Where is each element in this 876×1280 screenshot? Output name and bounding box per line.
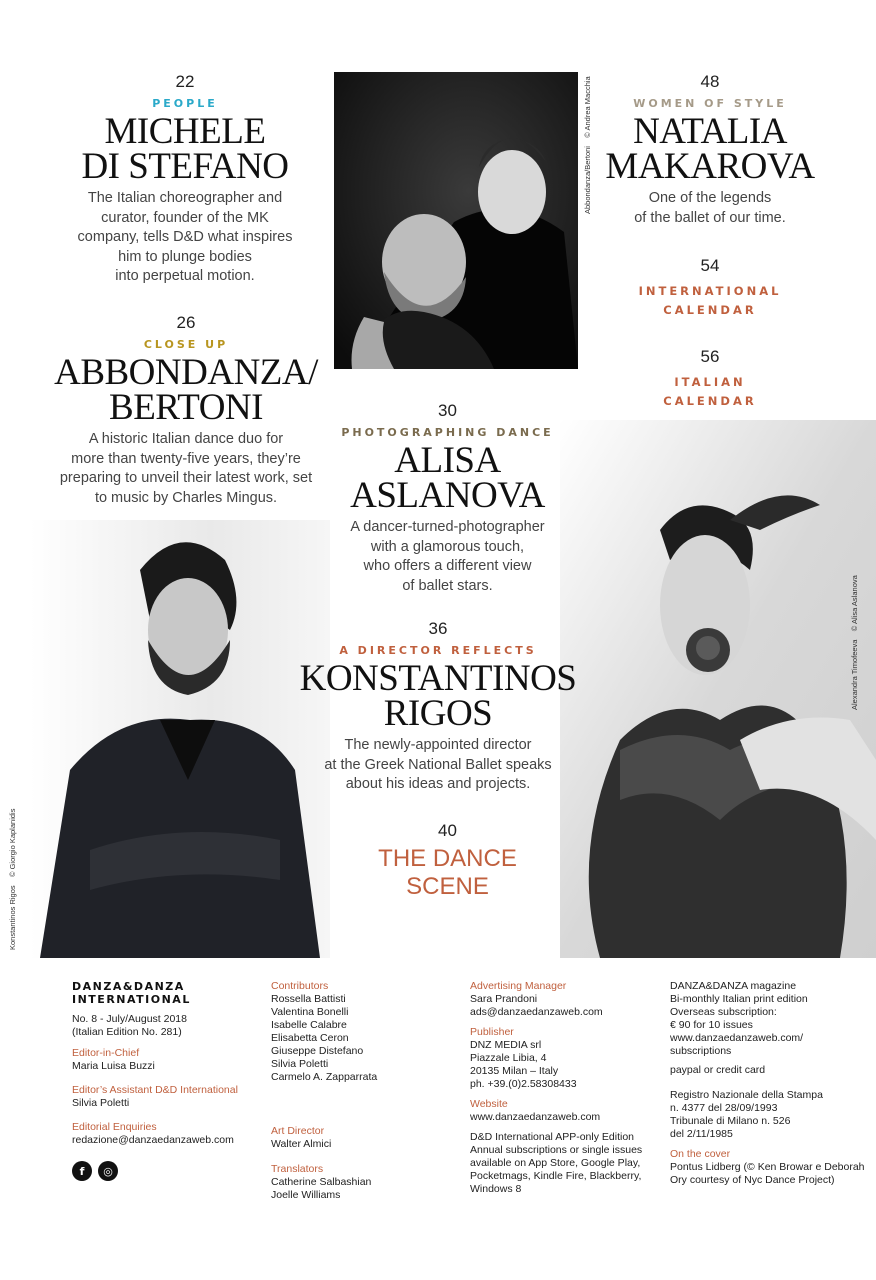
page-number: 30 xyxy=(438,401,457,420)
article-description: A historic Italian dance duo for more than twenty-five years, they’re preparing to unveil their latest work, set to music by Charles Mingus. xyxy=(59,431,313,506)
enquiries-email[interactable]: redazione@danzaedanzaweb.com xyxy=(72,1134,234,1146)
article-title: NATALIA MAKAROVA xyxy=(605,111,815,187)
article-dance-scene[interactable] xyxy=(330,821,565,901)
photo-credit-abbondanza-bertoni: Abbondanza/Bertoni © Andrea Macchia xyxy=(583,76,592,214)
article-director-reflects[interactable] xyxy=(298,619,578,795)
payment-info: paypal or credit card xyxy=(670,1064,766,1076)
page-number: 54 xyxy=(700,256,720,275)
article-photographing-dance[interactable] xyxy=(320,401,575,596)
article-women-of-style[interactable] xyxy=(590,72,830,228)
masthead-column-3 xyxy=(470,980,660,1196)
app-edition-info: D&D International APP-only Edition Annual subscriptions or single issues available on App Store, Google Play, Pocketmags, Kindle Fire, Blackberry, Windows 8 xyxy=(470,1131,643,1195)
art-director-label: Art Director xyxy=(271,1125,325,1137)
contributors-list: Rossella Battisti Valentina Bonelli Isabelle Calabre Elisabetta Ceron Giuseppe Distefano Silvia Poletti Carmelo A. Zapparrata xyxy=(271,993,378,1083)
masthead-column-4 xyxy=(670,980,870,1187)
article-title: ALISA ASLANOVA xyxy=(350,440,545,516)
abbondanza-bertoni-photo xyxy=(334,72,578,369)
contributors-label: Contributors xyxy=(271,980,329,992)
kicker: A DIRECTOR REFLECTS xyxy=(339,644,537,657)
publisher-label: Publisher xyxy=(470,1026,514,1038)
brand-logo: DANZA&DANZA INTERNATIONAL xyxy=(72,980,191,1006)
assistant-name: Silvia Poletti xyxy=(72,1097,130,1109)
page-number: 36 xyxy=(428,619,448,638)
article-closeup[interactable] xyxy=(36,313,336,508)
article-description: A dancer-turned-photographer with a glamorous touch, who offers a different view of ballet stars. xyxy=(350,519,545,594)
enquiries-label: Editorial Enquiries xyxy=(72,1121,157,1133)
article-title: MICHELE DI STEFANO xyxy=(81,111,289,187)
alisa-aslanova-photo xyxy=(560,420,876,958)
page-number: 48 xyxy=(700,72,720,91)
page-number: 56 xyxy=(700,347,720,366)
kicker: WOMEN OF STYLE xyxy=(633,97,787,110)
masthead-column-1 xyxy=(72,980,257,1181)
eic-name: Maria Luisa Buzzi xyxy=(72,1060,155,1072)
registration-info: Registro Nazionale della Stampa n. 4377 del 28/09/1993 Tribunale di Milano n. 526 del 2/11/1985 xyxy=(670,1089,823,1140)
translators-list: Catherine Salbashian Joelle Williams xyxy=(271,1176,372,1201)
assistant-label: Editor’s Assistant D&D International xyxy=(72,1084,238,1096)
photo-credit-konstantinos-rigos: Konstantinos Rigos © Giorgio Kaplanidis xyxy=(8,808,17,950)
kicker: CLOSE UP xyxy=(143,338,229,351)
photo-credit-alisa-aslanova: Alexandra Timofeeva © Alisa Aslanova xyxy=(850,575,859,710)
art-director-name: Walter Almici xyxy=(271,1138,332,1150)
article-italian-calendar[interactable] xyxy=(600,347,820,411)
social-links xyxy=(72,1161,257,1181)
kicker: PEOPLE xyxy=(152,97,218,110)
article-people[interactable] xyxy=(60,72,310,287)
kicker: PHOTOGRAPHING DANCE xyxy=(341,426,554,439)
eic-label: Editor-in-Chief xyxy=(72,1047,140,1059)
translators-label: Translators xyxy=(271,1163,324,1175)
section-title: INTERNATIONAL CALENDAR xyxy=(638,284,782,317)
website-link[interactable]: www.danzaedanzaweb.com xyxy=(470,1111,601,1123)
advertising-label: Advertising Manager xyxy=(470,980,567,992)
instagram-icon[interactable]: ◎ xyxy=(98,1161,118,1181)
advertising-info: Sara Prandoni ads@danzaedanzaweb.com xyxy=(470,993,603,1018)
masthead-column-2 xyxy=(271,980,456,1202)
article-description: The Italian choreographer and curator, founder of the MK company, tells D&D what inspires him to plunge bodies into perpetual motion. xyxy=(77,190,293,284)
article-international-calendar[interactable] xyxy=(600,256,820,320)
facebook-icon[interactable]: f xyxy=(72,1161,92,1181)
subscription-info: DANZA&DANZA magazine Bi-monthly Italian print edition Overseas subscription: € 90 for 10 issues www.danzaedanzaweb.com/ subscriptions xyxy=(670,980,808,1057)
page-number: 40 xyxy=(438,821,457,840)
page-number: 26 xyxy=(176,313,196,332)
section-title: ITALIAN CALENDAR xyxy=(663,375,757,408)
article-description: The newly-appointed director at the Greek National Ballet speaks about his ideas and projects. xyxy=(324,737,552,792)
article-title: KONSTANTINOS RIGOS xyxy=(299,658,577,734)
cover-label: On the cover xyxy=(670,1148,731,1160)
cover-credit: Pontus Lidberg (© Ken Browar e Deborah Ory courtesy of Nyc Dance Project) xyxy=(670,1161,865,1186)
article-description: One of the legends of the ballet of our time. xyxy=(634,190,786,226)
website-label: Website xyxy=(470,1098,508,1110)
page-number: 22 xyxy=(175,72,195,91)
issue-info: No. 8 - July/August 2018 (Italian Edition No. 281) xyxy=(72,1013,187,1038)
konstantinos-rigos-photo xyxy=(30,520,330,958)
publisher-info: DNZ MEDIA srl Piazzale Libia, 4 20135 Milan – Italy ph. +39.(0)2.58308433 xyxy=(470,1039,577,1090)
article-title: ABBONDANZA/ BERTONI xyxy=(54,352,318,428)
article-title: THE DANCE SCENE xyxy=(378,845,517,900)
